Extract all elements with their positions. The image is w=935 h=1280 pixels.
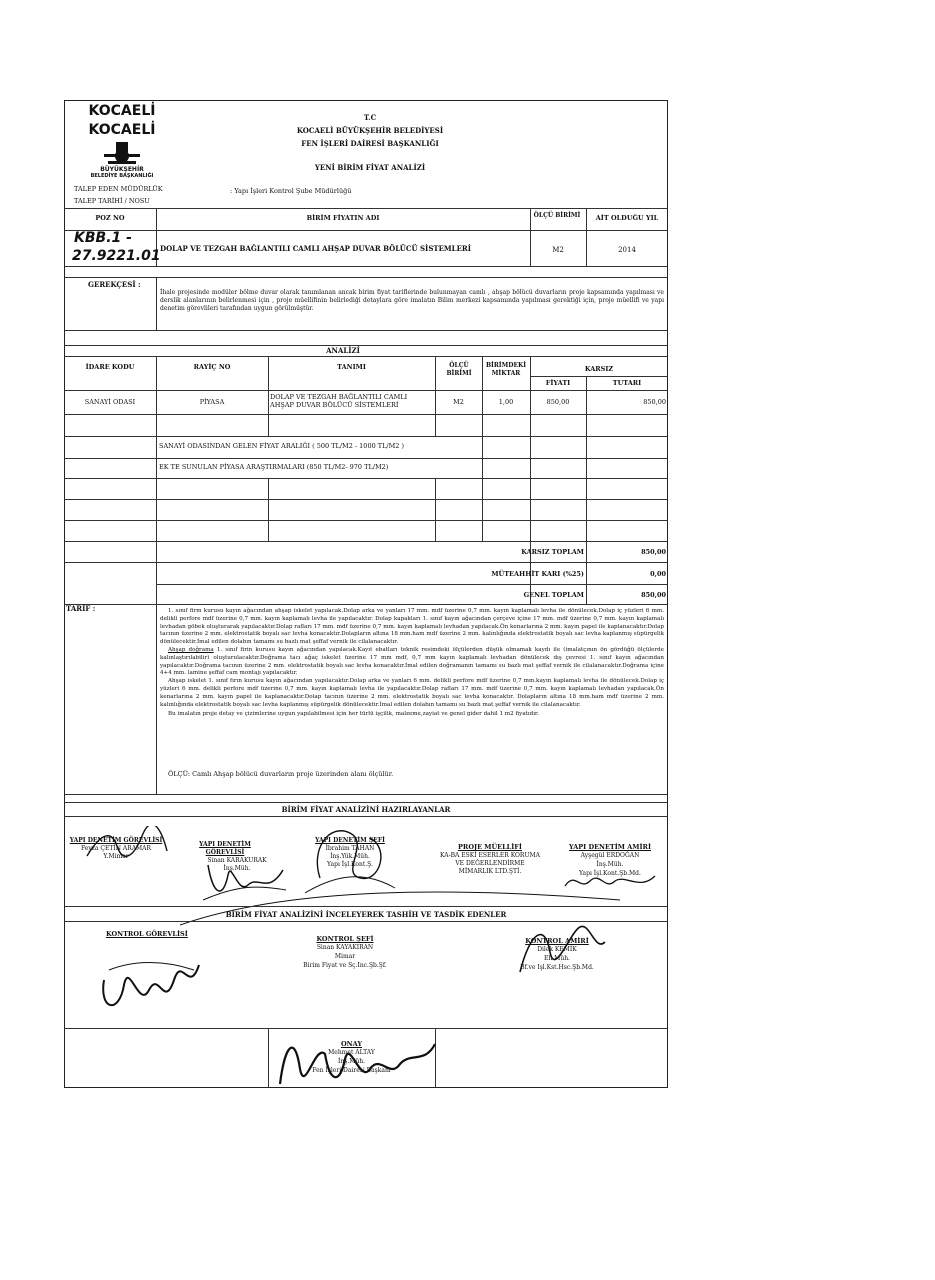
kontrol-sefi-title: KONTROL ŞEFİ [316, 935, 374, 943]
sig3-title: YAPI DENETİM ŞEFİ [315, 837, 385, 844]
tarif-paragraph-4: Bu imalatın proje detay ve çizimlerine uygun yapılabilmesi için her türlü işçilik, malzeme,zayiat ve genel gider dahil 1 m2 fiyatıdır. [168, 711, 539, 718]
poz-no-header: POZ NO [95, 214, 125, 222]
logo [72, 104, 172, 179]
sig5-role: İnş.Müh. [596, 861, 624, 868]
talep-eden-value: : Yapı İşleri Kontrol Şube Müdürlüğü [230, 187, 352, 195]
signature-onay [275, 1024, 440, 1102]
kontrol-amiri-role2: Bf.ve Işl.Kst.Hsc.Şb.Md. [520, 964, 594, 971]
sig2-name: Sinan KARAKURAK [207, 857, 267, 864]
signature-1 [82, 826, 172, 866]
sig3-role2: Yapı İşl.Kont.Ş. [327, 861, 373, 868]
col-idare-kodu: İDARE KODU [85, 363, 135, 371]
kontrol-amiri-title: KONTROL AMİRİ [525, 937, 589, 945]
onay-title: ONAY [341, 1040, 362, 1048]
col-rayic-no: RAYİÇ NO [193, 363, 231, 371]
muteahhit-kari-label: MÜTEAHHİT KARI (%25) [491, 570, 584, 578]
header-dept: FEN İŞLERİ DAİRESİ BAŞKANLIĞI [301, 139, 439, 148]
onay-role: İnş.Müh. [338, 1058, 365, 1065]
row-fiyati: 850,00 [546, 398, 570, 406]
sig3-role: İnş.Yük.Müh. [330, 853, 370, 860]
birim-fiyat-adi-header: BİRİM FİYATIN ADI [306, 214, 380, 222]
inceleyenler-title: BİRİM FİYAT ANALİZİNİ İNCELEYEREK TASHİH VE TASDİK EDENLER [225, 910, 507, 919]
analiz-note-2: EK TE SUNULAN PİYASA ARAŞTIRMALARI (850 TL/M2- 970 TL/M2) [159, 463, 389, 471]
sig2-role: İnş.Müh. [223, 865, 251, 872]
col-karsiz: KARSIZ [584, 365, 614, 373]
onay-role2: Fen İşleri Dairesi Başkanı [312, 1067, 391, 1074]
tarif-paragraph-1: 1. sınıf firm kurusu kayın ağacından ahşap iskelet yapılacak.Dolap arka ve yanları 17 mm. mdf üzerine 0,7 mm. kayın kaplamalı levha ile dönülecek.Dolap iç yüzleri 6 mm. delikli perfore mdf üzerine 0,7 mm. kayın kaplamalı levha ile yapılacaktır. Dolap kapakları 1. sınıf kayın ağacından çerçeve içine 17 mm. mdf üzerine 0,7 mm. kayın kaplamalı levhadan göbek oluşturarak yapılacaktır.Dolap rafları 17 mm. mdf üzerine 0,7 mm. kayın kaplamalı levhadan yapılacak.Ön kenarlarına 2 mm. kayın papel ile kaplanacaktır.Dolap tacının üzerine 2 mm. elektrostatik boyalı sac levha konacaktır.Dolapların altına 18 mm.ham mdf üzerine 2 mm. kalınlığında elektrostatik boyalı sac levha kaplanmış süpürgelik dönülecektir.İmal edilen dolabın tamamı su bazlı mat şeffaf vernik ile cilalanacaktır. [160, 608, 664, 646]
gerekce-label: GEREKÇESİ : [88, 280, 141, 289]
col-tanimi: TANIMI [337, 363, 366, 371]
sig4-line2: VE DEĞERLENDİRME [455, 860, 525, 867]
row-olcu: M2 [453, 398, 464, 406]
item-unit: M2 [552, 246, 564, 254]
tarif-label: TARİF : [66, 604, 96, 613]
sig1-name: Feyza ÇETİN ARAMAR [80, 845, 152, 852]
sig1-title: YAPI DENETİM GÖREVLİSİ [69, 837, 163, 844]
muteahhit-kari-value: 0,00 [650, 570, 666, 578]
emblem-icon [102, 140, 142, 166]
col-olcu-birimi: ÖLÇÜ BİRİMİ [446, 362, 472, 377]
tarif-paragraph-3: Ahşap iskelet 1. sınıf fırın kurusu kayın ağacından yapılacaktır.Dolap arka ve yanları 6 mm. delikli perfore mdf üzerine 0,7 mm.kayın kaplamalı levha ile dönülecek.Dolap iç yüzleri 6 mm. delikli perfore mdf üzerine 0,7 mm. kayın kaplamalı levha ile yapılacaktır.Dolap rafları 17 mm. mdf üzerine 0,7 mm. kayın kaplamalı levhadan yapılacak.Ön kenarlarına 2 mm. kayın papel ile kaplanacaktır.Dolap tacının üzerine 2 mm. elektrostatik boyalı sac levha konacaktır. Dolapların altına 18 mm.ham mdf üzerine 2 mm. kalınlığında elektrostatik boyalı sac levha kaplanmış süpürgelik dönülecektir.İmal edilen dolabın tamamı su bazlı mat şeffaf vernik ile cilalanacaktır. [160, 678, 664, 708]
sig5-role2: Yapı İşl.Kont.Şb.Md. [579, 870, 641, 877]
tarif-p2-heading: Ahşap doğrama [168, 646, 214, 653]
kontrol-amiri-name: Dilek KEMİK [537, 946, 577, 953]
kontrol-sefi-name: Sinan KAYAKIRAN [316, 944, 374, 951]
gerekce-text: İhale projesinde modüler bölme duvar olarak tanımlanan ancak birim fiyat tariflerinde bulunmayan camlı , ahşap bölücü duvarların proje kapsamında yapılması ve derslik alanlarının belirlenmesi için , proje müellifinin belirlediği detaylara göre imalatın Bilim merkezi kapsamında yapılması gerektiği için, proje müellifi ve yapı denetim görevlileri tarafından uygun görülmüştür. [160, 289, 664, 312]
kontrol-amiri-role: Eh.Müh. [544, 955, 570, 962]
sig5-name: Ayşegül ERDOĞAN [580, 852, 640, 859]
logo-line2: KOCAELİ [88, 122, 156, 138]
header-org: KOCAELİ BÜYÜKŞEHİR BELEDİYESİ [296, 126, 444, 135]
row-tanimi: DOLAP VE TEZGAH BAĞLANTILI CAMLI AHŞAP DUVAR BÖLÜCÜ SİSTEMLERİ [270, 393, 408, 409]
analiz-note-1: SANAYİ ODASINDAN GELEN FİYAT ARALIĞI ( 500 TL/M2 - 1000 TL/M2 ) [159, 442, 405, 450]
item-name: DOLAP VE TEZGAH BAĞLANTILI CAMLI AHŞAP DUVAR BÖLÜCÜ SİSTEMLERİ [160, 244, 472, 253]
olcu-birimi-header: ÖLÇÜ BİRİMİ [533, 212, 581, 219]
karsiz-toplam-label: KARSIZ TOPLAM [521, 548, 584, 556]
col-fiyati: FİYATI [545, 379, 571, 387]
sig3-name: İbrahim TAHAN [325, 845, 375, 852]
logo-line3: BÜYÜKŞEHİR [100, 166, 144, 173]
onay-name: Mehmet ALTAY [328, 1049, 375, 1056]
ait-oldugu-yil-header: AİT OLDUĞU YIL [595, 214, 659, 222]
talep-tarihi-label: TALEP TARİHİ / NOSU [74, 197, 150, 205]
row-idare-kodu: SANAYİ ODASI [84, 398, 136, 406]
tarif-text [160, 608, 664, 719]
genel-toplam-value: 850,00 [641, 591, 666, 599]
signature-kontrol-amiri [510, 912, 610, 982]
row-miktar: 1,00 [498, 398, 514, 406]
talep-eden-label: TALEP EDEN MÜDÜRLÜK [74, 185, 163, 193]
row-tutari: 850,00 [643, 398, 666, 406]
analiz-title: ANALİZİ [326, 346, 360, 355]
kontrol-sefi-role2: Birim Fiyat ve Sç.Inc.Şb.Şf. [303, 962, 387, 969]
logo-line4: BELEDİYE BAŞKANLIĞI [90, 173, 154, 179]
header-tc: T.C [363, 113, 377, 122]
col-birimdeki-miktar: BİRİMDEKİ MİKTAR [485, 362, 527, 377]
karsiz-toplam-value: 850,00 [641, 548, 666, 556]
col-tutari: TUTARI [612, 379, 642, 387]
row-rayic-no: PİYASA [199, 398, 225, 406]
sig2-title: YAPI DENETİM GÖREVLİSİ [199, 841, 251, 856]
sig1-role: Y.Mimar [103, 853, 129, 860]
kontrol-gorevlisi-title: KONTROL GÖREVLİSİ [106, 930, 188, 938]
logo-line1: KOCAELİ [88, 103, 156, 119]
sig4-line3: MİMARLIK LTD.ŞTİ. [458, 868, 522, 875]
poz-no-handwritten-1: KBB.1 - [74, 230, 132, 246]
poz-no-handwritten-2: 27.9221.01 [72, 248, 161, 264]
kontrol-sefi-role: Mimar [334, 953, 356, 960]
document-title: YENİ BİRİM FİYAT ANALİZİ [314, 163, 426, 172]
signature-kontrol-gorevlisi [94, 940, 204, 1020]
sig5-title: YAPI DENETİM AMİRİ [568, 843, 651, 851]
tarif-p2-body: 1. sınıf firin kurusu kayın ağacından yapılacak.Kayıt ebatları teknik resimdeki ölçülerden düşük olmamak kaydı ile (imalatçının ön gördüğü ölçülerde kalınlaştırılabilir) oluşturulacaktır.Doğrama tacı ağaç iskelet üzerine 17 mm mdf, 0,7 mm kayın kaplamalı levhadan dönülecek dış çevresi 1. sınıf kayın ağacından yapılacaktır.Doğrama tacının üzerine 2 mm. elektrostatik boyalı sac levha konacaktır.İmal edilen doğramanın tamamı su bazlı mat şeffaf vernik ile cilalanacaktır.Doğrama içine 4+4 mm. lamine şeffaf cam montajı yapılacaktır. [160, 646, 664, 677]
sig4-title: PROJE MÜELLİFİ [458, 843, 522, 851]
item-year: 2014 [618, 246, 636, 254]
tarif-olcu: ÖLÇÜ: Camlı Ahşap bölücü duvarların proje üzerinden alanı ölçülür. [168, 770, 394, 778]
genel-toplam-label: GENEL TOPLAM [523, 591, 584, 599]
tarif-paragraph-2 [160, 647, 664, 678]
sig4-line1: KA-BA ESKİ ESERLER KORUMA [440, 852, 540, 859]
hazirlayanlar-title: BİRİM FİYAT ANALİZİNİ HAZIRLAYANLAR [281, 805, 451, 814]
